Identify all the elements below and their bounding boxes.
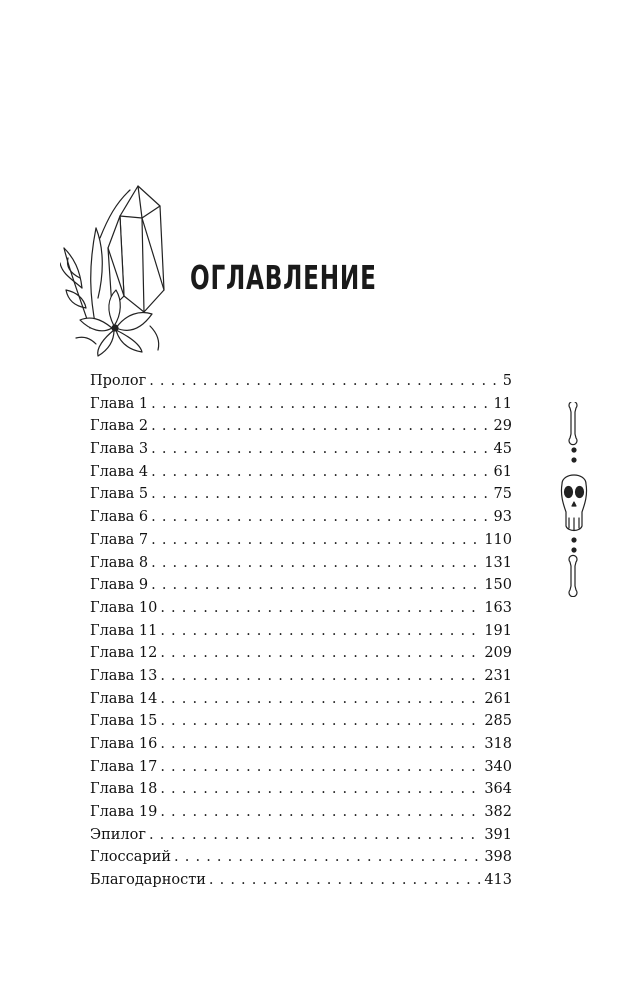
toc-row[interactable]: [90, 600, 512, 623]
toc-row[interactable]: [90, 532, 512, 555]
toc-page-number: 191: [484, 622, 512, 639]
page-title: ОГЛАВЛЕНИЕ: [190, 258, 377, 297]
dot-leader: [151, 486, 490, 502]
toc-row[interactable]: [90, 577, 512, 600]
toc-row[interactable]: [90, 872, 512, 895]
toc-row[interactable]: [90, 464, 512, 487]
toc-page-number: 340: [484, 758, 512, 775]
toc-row[interactable]: [90, 781, 512, 804]
toc-entry-label: Глава 7: [90, 531, 149, 548]
dot-leader: [149, 373, 500, 389]
toc-entry-label: Глава 6: [90, 509, 149, 526]
toc-entry-label: Глава 15: [90, 713, 158, 730]
dot-leader: [151, 577, 481, 593]
toc-page-number: 413: [484, 872, 512, 889]
dot-leader: [160, 713, 481, 729]
crystal-flower-icon: [60, 178, 170, 358]
dot-leader: [160, 804, 481, 820]
toc-entry-label: Эпилог: [90, 826, 146, 843]
dot-leader: [160, 600, 481, 616]
dot-leader: [160, 645, 481, 661]
toc-row[interactable]: [90, 373, 512, 396]
dot-leader: [160, 691, 481, 707]
toc-page-number: 318: [484, 736, 512, 752]
dot-leader: [151, 396, 490, 412]
toc-page-number: 209: [484, 645, 512, 662]
dot-leader: [149, 827, 481, 843]
toc-page-number: 285: [484, 713, 512, 730]
toc-page-number: 45: [493, 441, 512, 458]
dot-leader: [209, 872, 481, 888]
toc-row[interactable]: [90, 849, 512, 872]
toc-row[interactable]: [90, 827, 512, 850]
toc-row[interactable]: [90, 645, 512, 668]
toc-entry-label: Глава 9: [90, 577, 149, 594]
dot-leader: [151, 509, 490, 525]
toc-page-number: 131: [484, 554, 512, 571]
toc-entry-label: Глава 4: [90, 463, 149, 480]
toc-entry-label: Глава 14: [90, 690, 158, 707]
toc-entry-label: Глава 11: [90, 622, 158, 639]
toc-entry-label: Пролог: [90, 373, 147, 389]
dot-leader: [160, 781, 481, 797]
toc-row[interactable]: [90, 509, 512, 532]
toc-page-number: 391: [484, 826, 512, 843]
toc-page-number: 231: [484, 667, 512, 684]
toc-entry-label: Глава 2: [90, 418, 149, 435]
toc-entry-label: Глава 17: [90, 758, 158, 775]
dot-leader: [151, 441, 490, 457]
toc-page-number: 5: [502, 373, 512, 389]
toc-page-number: 11: [493, 395, 512, 412]
toc-page-number: 110: [484, 531, 512, 548]
toc-entry-label: Глава 8: [90, 554, 149, 571]
toc-entry-label: Глава 16: [90, 736, 158, 752]
toc-row[interactable]: [90, 555, 512, 578]
toc-page-number: 382: [484, 804, 512, 821]
toc-page-number: 364: [484, 781, 512, 798]
toc-row[interactable]: [90, 486, 512, 509]
toc-entry-label: Глава 13: [90, 667, 158, 684]
dot-leader: [160, 623, 481, 639]
toc-row[interactable]: [90, 804, 512, 827]
toc-page-number: 93: [493, 509, 512, 526]
toc-entry-label: Глава 18: [90, 781, 158, 798]
toc-page-number: 29: [493, 418, 512, 435]
toc-entry-label: Благодарности: [90, 872, 206, 889]
dot-leader: [174, 849, 481, 865]
toc-row[interactable]: [90, 736, 512, 759]
dot-leader: [160, 668, 481, 684]
toc-row[interactable]: [90, 396, 512, 419]
toc-row[interactable]: [90, 418, 512, 441]
toc-entry-label: Глава 19: [90, 804, 158, 821]
toc-row[interactable]: [90, 441, 512, 464]
toc-entry-label: Глава 1: [90, 395, 149, 412]
toc-entry-label: Глава 5: [90, 486, 149, 503]
dot-leader: [151, 464, 490, 480]
dot-leader: [151, 418, 490, 434]
toc-row[interactable]: [90, 691, 512, 714]
dot-leader: [151, 555, 481, 571]
toc-row[interactable]: [90, 713, 512, 736]
toc-page-number: 150: [484, 577, 512, 594]
toc-entry-label: Глава 12: [90, 645, 158, 662]
toc-page-number: 261: [484, 690, 512, 707]
toc-row[interactable]: [90, 623, 512, 646]
toc-entry-label: Глоссарий: [90, 849, 172, 866]
toc-page-number: 61: [493, 463, 512, 480]
toc-page-number: 75: [493, 486, 512, 503]
dot-leader: [160, 759, 481, 775]
toc-row[interactable]: [90, 668, 512, 691]
toc-entry-label: Глава 3: [90, 441, 149, 458]
toc-page-number: 398: [484, 849, 512, 866]
toc-entry-label: Глава 10: [90, 599, 158, 616]
toc-row[interactable]: [90, 759, 512, 782]
dot-leader: [151, 532, 481, 548]
table-of-contents: [90, 373, 512, 895]
toc-page-number: 163: [484, 599, 512, 616]
bone-skull-ornament-icon: [552, 402, 596, 597]
dot-leader: [160, 736, 481, 752]
